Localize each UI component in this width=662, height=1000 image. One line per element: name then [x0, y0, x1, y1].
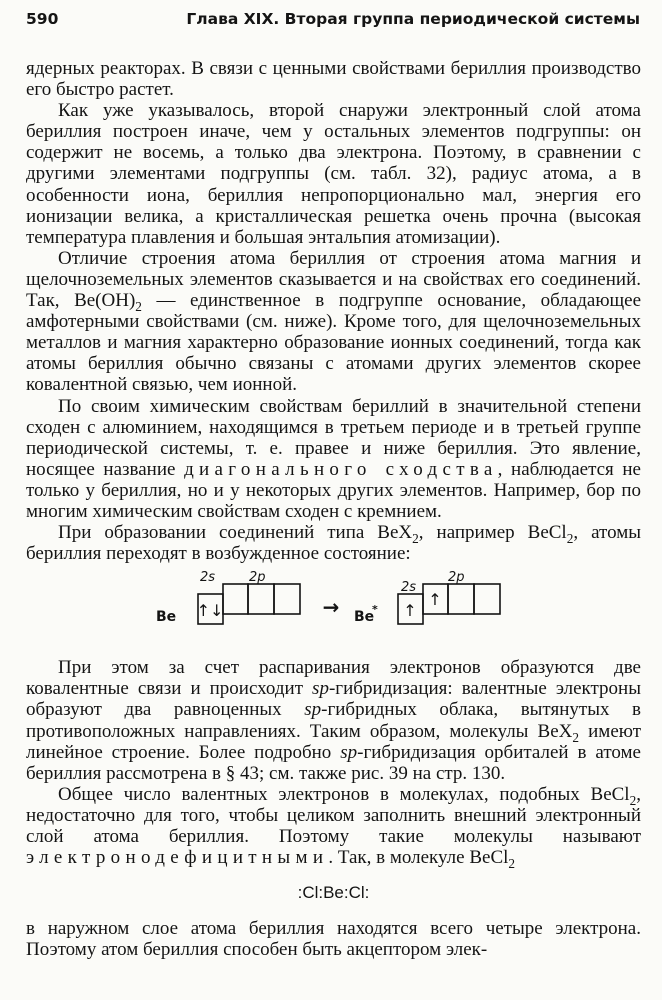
p7-subscript-2: 2: [508, 855, 516, 871]
p7-text-b: , недостаточно для того, чтобы целиком заполнить внешний электронный слой атома бериллия. Поэтому такие молекулы называют: [26, 783, 641, 847]
electron-configuration-scheme: [26, 564, 641, 657]
p6-text-c: -гибридных облака, вытянутых в противоположных направлениях. Таким образом, молекулы BeX: [26, 699, 641, 742]
p6-text-d: имеют линейное строение. Более подробно: [26, 720, 641, 763]
paragraph-2: Как уже указывалось, второй снаружи электронный слой атома бериллия построен иначе, чем у остальных элементов подгруппы: он содержит не восемь, а только два электрона. Поэтому, в сравнении с другими элементами подгруппы (см. табл. 32), радиус атома, а в особенности иона, бериллия непропорционально мал, энергия его ионизации велика, а кристаллическая решетка очень прочна (высокая температура плавления и большая энтальпия атомизации).: [26, 100, 641, 248]
p6-sp-2: sp: [304, 699, 322, 721]
p5-text-c: , атомы бериллия переходят в возбужденное состояние:: [26, 522, 642, 565]
p4-text-b: , наблюдается не только у бериллия, но и у некоторых других элементов. Например, бор по многим химическим свойствам сходен с кремнием.: [26, 458, 641, 522]
p3-subscript: 2: [135, 298, 142, 314]
paragraph-3: [26, 248, 641, 396]
orbital-diagram: [26, 564, 641, 657]
paragraph-4: [26, 396, 641, 523]
ground-2p-label: 2p: [249, 570, 266, 586]
p4-text-a: По своим химическим свойствам бериллий в значительной степени сходен с алюминием, находящимся в третьем периоде и в третьей группе периодической системы, т. е. правее и ниже бериллия. Это явление, носящее название: [26, 395, 641, 480]
p3-text-b: — единственное в подгруппе основание, обладающее амфотерными свойствами (см. ниже). Кроме того, для щелочноземельных металлов и магния характерно образование ионных соединений, тогда как атомы бериллия обычно связаны с атомами других элементов скорее ковалентной связью, чем ионной.: [26, 290, 642, 396]
excited-asterisk: *: [372, 603, 378, 617]
p5-text-a: При образовании соединений типа BeX: [58, 522, 413, 544]
ground-2p-cell-3: [274, 584, 300, 614]
ground-be-symbol: Be: [156, 609, 177, 626]
page-header: [26, 6, 640, 32]
body-text: [26, 58, 641, 960]
p6-text-b: -гибридизация: валентные электроны образуют два равноценных: [26, 678, 641, 721]
diagonal-similarity-term: диагонального сходства: [184, 458, 498, 480]
excited-2p-cell-3: [474, 584, 500, 614]
p6-text-a: При этом за счет распаривания электронов образуются две ковалентные связи и происходит: [26, 657, 641, 700]
p6-text-e: -гибридизация орбиталей в атоме бериллия рассмотрена в § 43; см. также рис. 39 на стр. 130.: [26, 741, 641, 784]
p7-text-a: Общее число валентных электронов в молекулах, подобных BeCl: [58, 783, 630, 805]
paragraph-6: [26, 657, 641, 784]
paragraph-7: [26, 783, 641, 871]
page-number: 590: [26, 10, 59, 28]
running-title: Глава XIX. Вторая группа периодической системы: [186, 10, 640, 28]
excited-2p-cell-2: [448, 584, 474, 614]
ground-2s-label: 2s: [200, 570, 216, 586]
electron-deficient-term: электронодефицитными: [26, 847, 329, 869]
ground-2s-electron-pair: ↑↓: [196, 601, 224, 621]
p6-subscript: 2: [572, 729, 580, 745]
lewis-structure-becl2: [26, 868, 641, 918]
p7-text-c: . Так, в молекуле BeCl: [328, 847, 509, 869]
excited-2s-electron: ↑: [403, 601, 417, 621]
p5-sub-2: 2: [566, 530, 574, 546]
excited-2p-electron: ↑: [428, 590, 442, 610]
p5-sub-1: 2: [412, 530, 419, 546]
ground-2p-cell-2: [248, 584, 274, 614]
excited-2s-label: 2s: [401, 580, 417, 596]
ground-2p-cell-1: [223, 584, 248, 614]
p5-text-b: , например BeCl: [418, 522, 567, 544]
p7-subscript: 2: [629, 792, 637, 808]
p6-sp-3: sp: [340, 741, 358, 763]
p6-sp-1: sp: [312, 678, 329, 700]
paragraph-1: ядерных реакторах. В связи с ценными свойствами бериллия производство его быстро растет.: [26, 58, 641, 101]
transition-arrow: →: [322, 595, 340, 620]
excited-2p-label: 2p: [448, 570, 465, 586]
paragraph-8: в наружном слое атома бериллия находятся всего четыре электрона. Поэтому атом бериллия способен быть акцептором элек-: [26, 918, 641, 961]
p3-text-a: Отличие строения атома бериллия от строения атома магния и щелочноземельных элементов сказывается и на свойствах его соединений. Так, Be(OH): [26, 247, 641, 312]
excited-be-symbol: Be: [354, 609, 375, 626]
paragraph-5: [26, 522, 641, 564]
lewis-formula: :Cl:Be:Cl:: [297, 883, 370, 903]
